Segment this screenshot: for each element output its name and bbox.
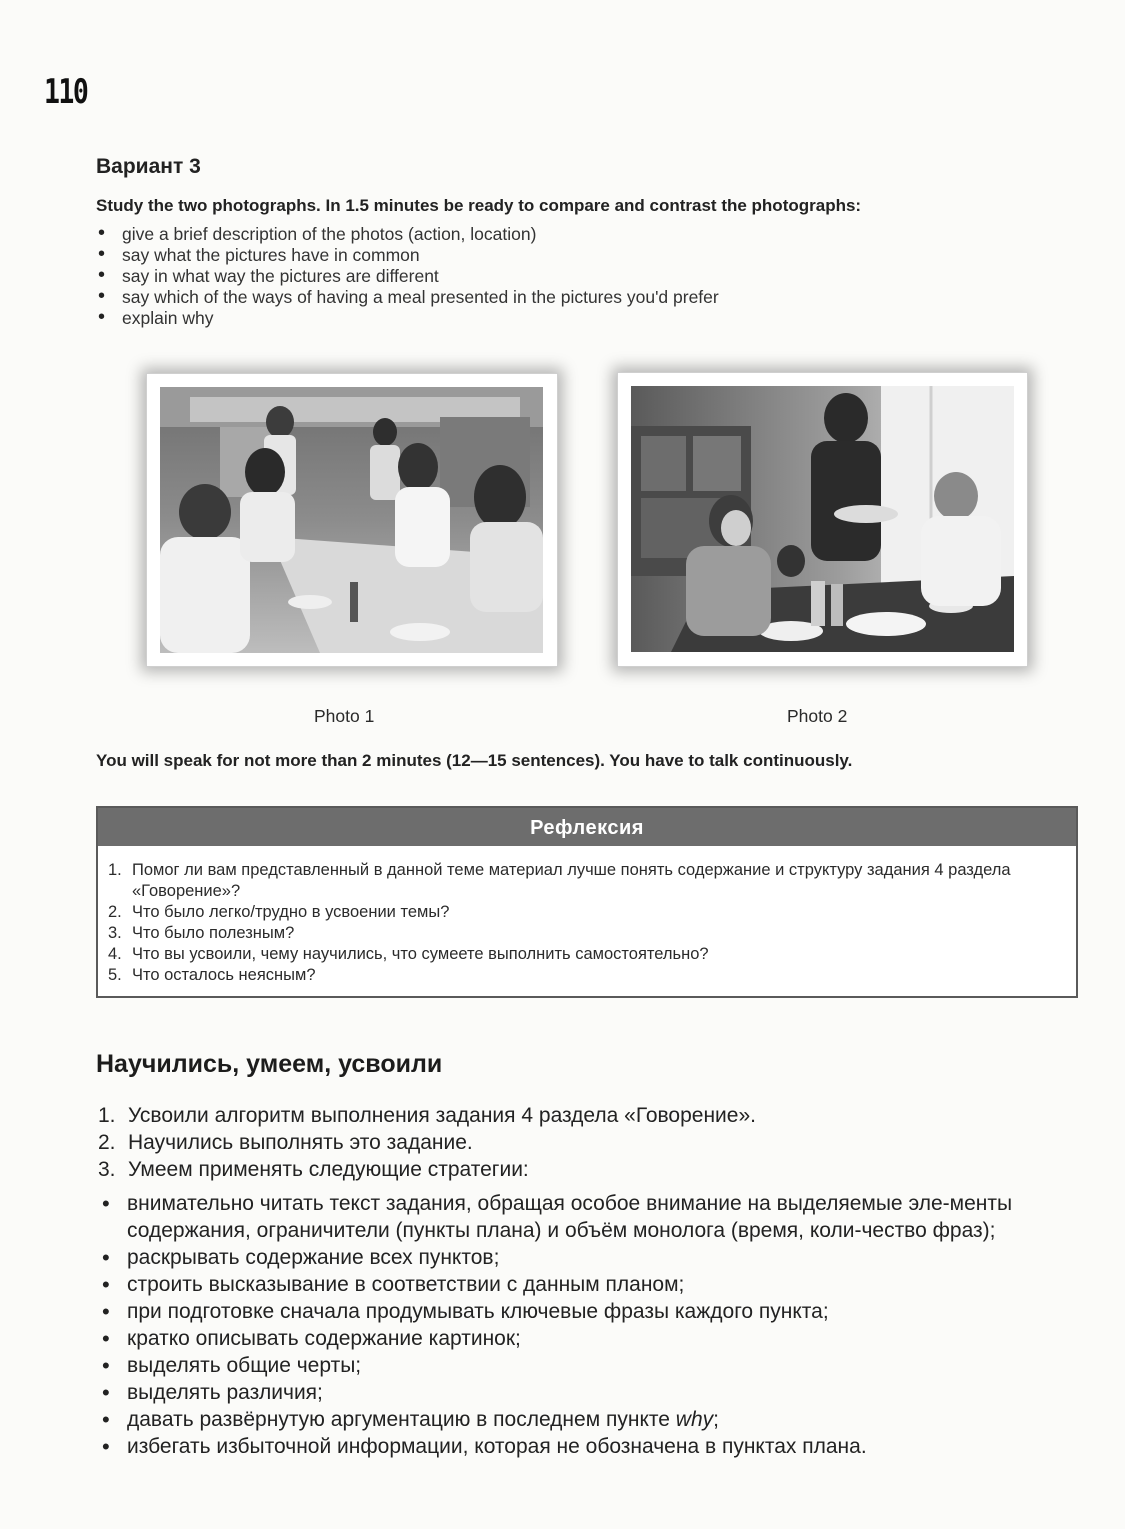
task-point: • explain why: [98, 308, 719, 329]
reflection-question: [108, 923, 1062, 944]
learned-section-title: Научились, умеем, усвоили: [96, 1050, 443, 1078]
learned-text: Усвоили алгоритм выполнения задания 4 раздела «Говорение».: [128, 1104, 756, 1127]
photo-2-family-meal-image: [631, 386, 1014, 652]
learned-text: Научились выполнять это задание.: [128, 1131, 473, 1154]
strategy-emphasis: why: [675, 1408, 714, 1431]
photo-1-caption: Photo 1: [314, 706, 375, 726]
strategy-item: • раскрывать содержание всех пунктов;: [100, 1244, 1085, 1271]
reflection-question: [108, 902, 1062, 923]
learned-number: 2.: [98, 1131, 116, 1154]
learned-item: [98, 1102, 756, 1129]
question-text: Что осталось неясным?: [132, 966, 316, 984]
speaking-time-note: You will speak for not more than 2 minutes (12—15 sentences). You have to talk continuously.: [96, 751, 853, 770]
reflection-question: [108, 860, 1062, 902]
strategy-item: • строить высказывание в соответствии с данным планом;: [100, 1271, 1085, 1298]
question-number: 1.: [108, 861, 122, 879]
reflection-question: [108, 965, 1062, 986]
question-text: Что было легко/трудно в усвоении темы?: [132, 903, 450, 921]
reflection-question: [108, 944, 1062, 965]
question-text: Что вы усвоили, чему научились, что сумеете выполнить самостоятельно?: [132, 945, 709, 963]
strategy-item: • выделять различия;: [100, 1379, 1085, 1406]
question-number: 5.: [108, 966, 122, 984]
strategy-item: [100, 1406, 1085, 1433]
strategy-item: • кратко описывать содержание картинок;: [100, 1325, 1085, 1352]
question-text: Что было полезным?: [132, 924, 295, 942]
strategy-list: [100, 1190, 1085, 1460]
task-points-list: [98, 224, 719, 329]
task-point: • say which of the ways of having a meal presented in the pictures you'd prefer: [98, 287, 719, 308]
learned-number: 1.: [98, 1104, 116, 1127]
task-point: • say what the pictures have in common: [98, 245, 719, 266]
photo-1-canteen-image: [160, 387, 543, 653]
photo-2-caption: Photo 2: [787, 706, 848, 726]
photo-2-frame: [617, 372, 1028, 667]
question-text: Помог ли вам представленный в данной теме материал лучше понять содержание и структуру задания 4 раздела «Говорение»?: [132, 861, 1011, 900]
variant-title: Вариант 3: [96, 155, 201, 178]
task-instruction: Study the two photographs. In 1.5 minutes be ready to compare and contrast the photographs:: [96, 196, 862, 215]
strategy-item: • выделять общие черты;: [100, 1352, 1085, 1379]
strategy-item: • избегать избыточной информации, которая не обозначена в пунктах плана.: [100, 1433, 1085, 1460]
learned-number: 3.: [98, 1158, 116, 1181]
task-point: • give a brief description of the photos (action, location): [98, 224, 719, 245]
reflection-questions: [98, 846, 1076, 986]
question-number: 3.: [108, 924, 122, 942]
photo-1-frame: [146, 373, 558, 667]
learned-item: [98, 1156, 756, 1183]
page-number: 110: [44, 72, 88, 112]
question-number: 2.: [108, 903, 122, 921]
strategy-text: давать развёрнутую аргументацию в последнем пункте: [127, 1408, 670, 1431]
task-point: • say in what way the pictures are different: [98, 266, 719, 287]
strategy-item: • внимательно читать текст задания, обращая особое внимание на выделяемые эле-менты содержания, ограничители (пункты плана) и объём монолога (время, коли-чество фраз);: [100, 1190, 1085, 1244]
question-number: 4.: [108, 945, 122, 963]
reflection-box: [96, 806, 1078, 998]
learned-list: [98, 1102, 756, 1183]
learned-item: [98, 1129, 756, 1156]
strategy-end: ;: [713, 1408, 719, 1431]
strategy-item: • при подготовке сначала продумывать ключевые фразы каждого пункта;: [100, 1298, 1085, 1325]
learned-text: Умеем применять следующие стратегии:: [128, 1158, 529, 1181]
reflection-title: Рефлексия: [98, 808, 1076, 846]
